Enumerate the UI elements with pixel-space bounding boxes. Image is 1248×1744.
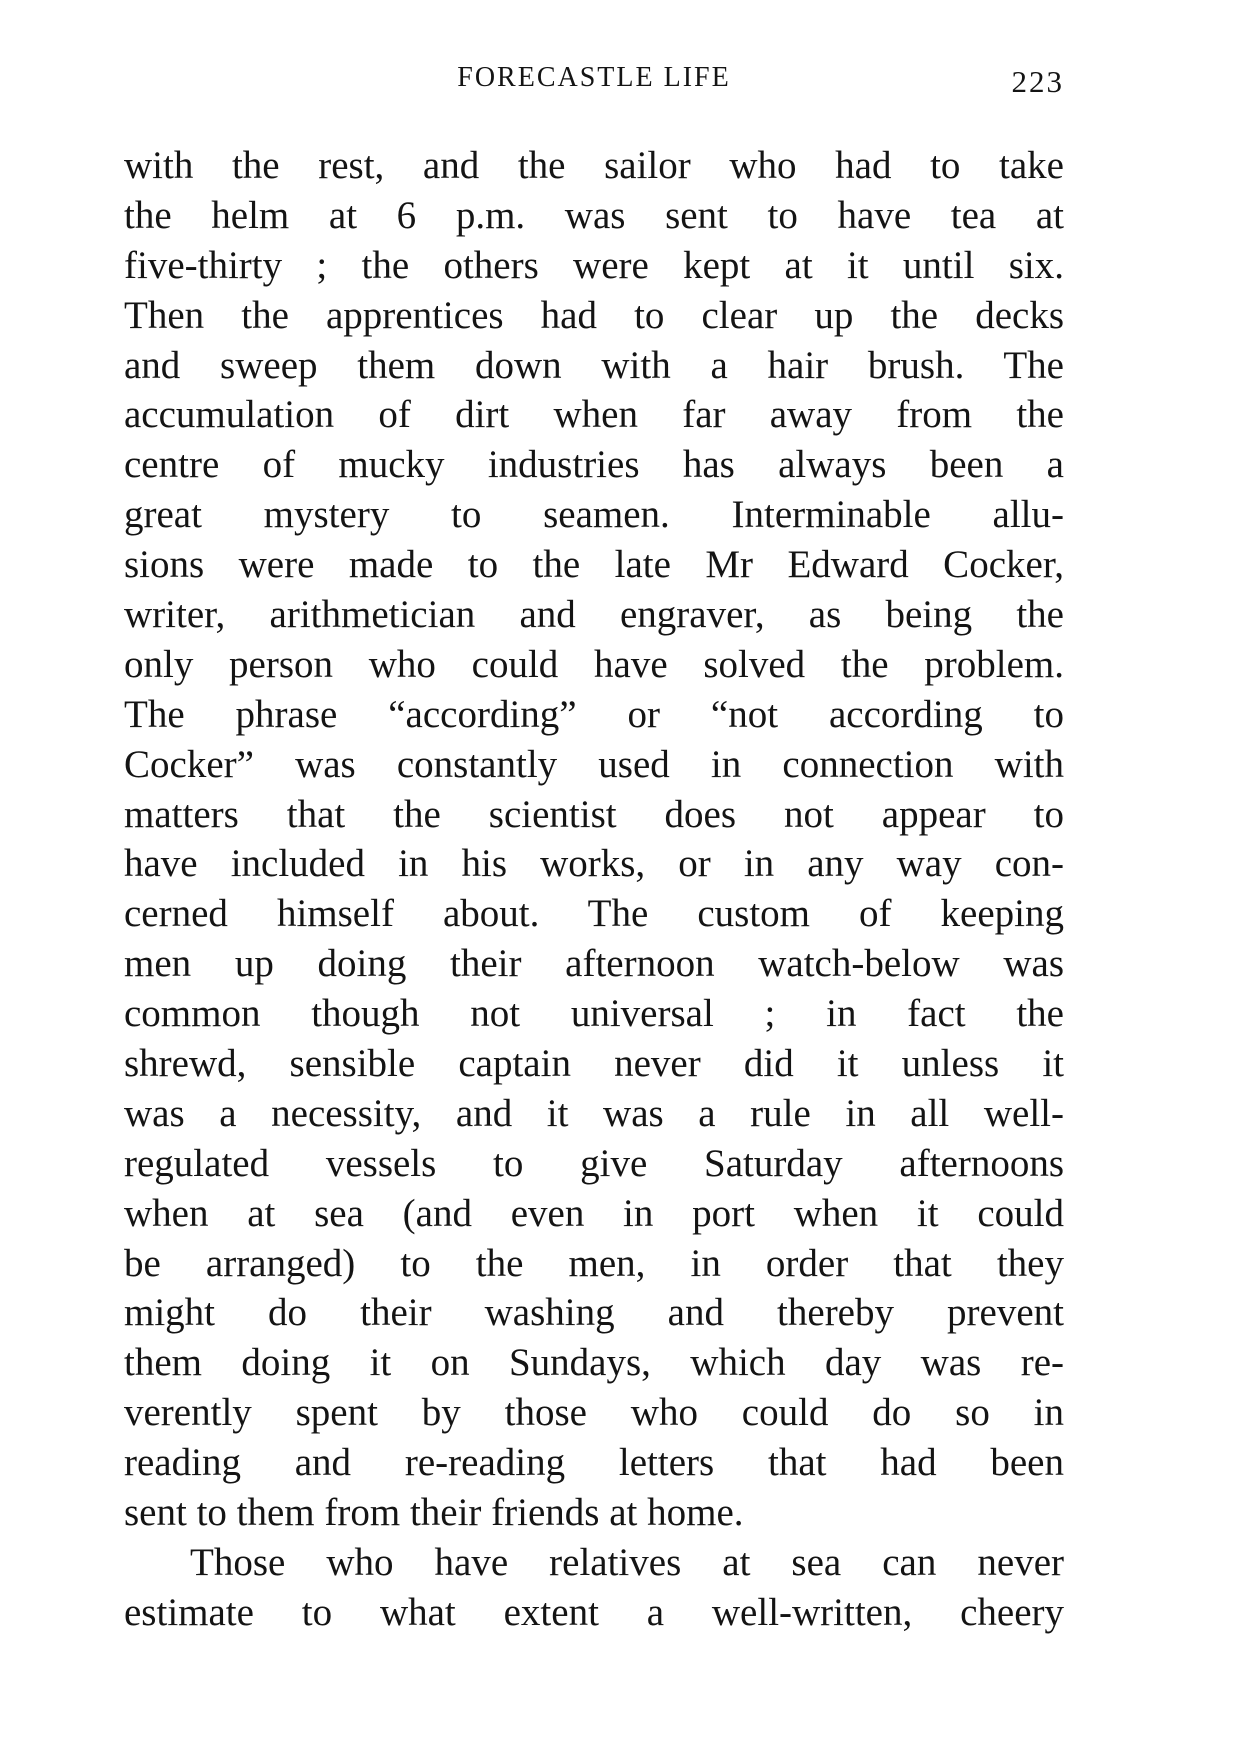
text-line: matters that the scientist does not appear to [124, 792, 1064, 836]
text-line: five-thirty ; the others were kept at it until six. [124, 243, 1064, 287]
text-line: the helm at 6 p.m. was sent to have tea at [124, 193, 1064, 237]
text-line: be arranged) to the men, in order that they [124, 1241, 1064, 1285]
text-line: and sweep them down with a hair brush. The [124, 343, 1064, 387]
page-number: 223 [1011, 64, 1064, 99]
text-line: great mystery to seamen. Interminable allu- [124, 493, 1064, 537]
text-line: centre of mucky industries has always been a [124, 443, 1064, 487]
text-line: regulated vessels to give Saturday afternoons [124, 1141, 1064, 1185]
text-line: Cocker” was constantly used in connection with [124, 742, 1064, 786]
text-line: Those who have relatives at sea can never [190, 1540, 1064, 1584]
text-line: estimate to what extent a well-written, cheery [124, 1590, 1064, 1634]
running-title: FORECASTLE LIFE [457, 62, 731, 93]
text-line: accumulation of dirt when far away from the [124, 393, 1064, 437]
text-line: might do their washing and thereby prevent [124, 1291, 1064, 1335]
text-line: was a necessity, and it was a rule in all well- [124, 1091, 1064, 1135]
text-line: men up doing their afternoon watch-below was [124, 942, 1064, 986]
text-line: cerned himself about. The custom of keeping [124, 892, 1064, 936]
text-line: writer, arithmetician and engraver, as being the [124, 593, 1064, 637]
text-line: common though not universal ; in fact the [124, 992, 1064, 1036]
text-line: only person who could have solved the problem. [124, 642, 1064, 686]
text-line: shrewd, sensible captain never did it unless it [124, 1042, 1064, 1086]
text-line: The phrase “according” or “not according to [124, 692, 1064, 736]
text-line: Then the apprentices had to clear up the decks [124, 293, 1064, 337]
text-line: when at sea (and even in port when it could [124, 1191, 1064, 1235]
text-line: have included in his works, or in any way con- [124, 842, 1064, 886]
text-line: them doing it on Sundays, which day was re- [124, 1341, 1064, 1385]
body-text [124, 141, 1064, 1638]
text-line: with the rest, and the sailor who had to take [124, 144, 1064, 187]
text-line: verently spent by those who could do so in [124, 1391, 1064, 1435]
text-line: sent to them from their friends at home. [124, 1491, 744, 1535]
running-head [124, 62, 1064, 102]
text-line: sions were made to the late Mr Edward Cocker, [124, 543, 1064, 587]
text-line: reading and re-reading letters that had been [124, 1441, 1064, 1485]
